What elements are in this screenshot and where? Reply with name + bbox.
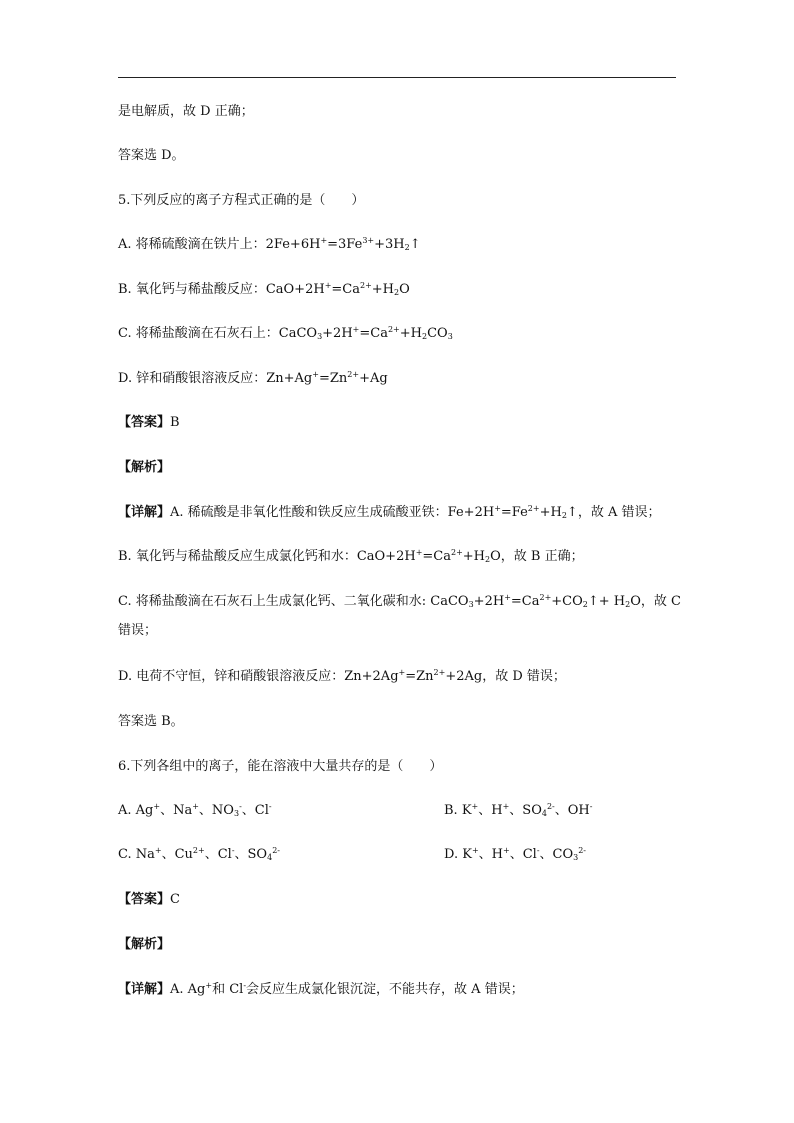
q5-option-d: D. 锌和硝酸银溶液反应：$Zn+Ag^+=Zn^{2+}+Ag$	[118, 370, 388, 386]
q5-detail-a: 【详解】A. 稀硫酸是非氧化性酸和铁反应生成硫酸亚铁：$Fe+2H^+=Fe^{2+}+H_2↑$，故 A 错误；	[118, 504, 661, 520]
q5-detail-c: C. 将稀盐酸滴在石灰石上生成氯化钙、二氧化碳和水: $CaCO_3+2H^+=Ca^{2+}+CO_2↑+ H_2O$，故 C	[118, 593, 681, 609]
q5-detail-b: B. 氧化钙与稀盐酸反应生成氯化钙和水：$CaO+2H^+=Ca^{2+}+H_2O$，故 B 正确；	[118, 548, 584, 564]
q6-analysis-heading: 【解析】	[118, 937, 171, 952]
q6-option-c: C. Na+、$Cu^{2+}$、Cl-、$SO_4^{2-}$	[118, 846, 280, 862]
q5-detail-c-continued: 错误；	[118, 623, 158, 638]
header-rule	[118, 77, 676, 78]
q5-analysis-heading: 【解析】	[118, 460, 171, 475]
question-6-stem: 6.下列各组中的离子，能在溶液中大量共存的是（ ）	[118, 759, 443, 774]
q6-answer: 【答案】C	[118, 892, 180, 907]
q5-conclusion: 答案选 B。	[118, 714, 184, 729]
q6-detail-a: 【详解】A. Ag+和 Cl-会反应生成氯化银沉淀，不能共存，故 A 错误；	[118, 981, 524, 997]
text-line: 是电解质，故 D 正确；	[118, 104, 254, 119]
q5-answer: 【答案】B	[118, 415, 180, 430]
q5-option-b: B. 氧化钙与稀盐酸反应：$CaO+2H^+=Ca^{2+}+H_2O$	[118, 281, 410, 297]
q5-detail-d: D. 电荷不守恒，锌和硝酸银溶液反应：$Zn+2Ag^+=Zn^{2+}+2Ag$，故 D 错误；	[118, 668, 566, 684]
text-line: 答案选 D。	[118, 148, 185, 163]
q5-option-a: A. 将稀硫酸滴在铁片上：$2Fe+6H^+=3Fe^{3+}+3H_2↑$	[118, 236, 421, 252]
q5-option-c: C. 将稀盐酸滴在石灰石上：$CaCO_3+2H^+=Ca^{2+}+H_2CO_3$	[118, 325, 453, 341]
q6-option-a: A. Ag+、Na+、$NO_3^-$、Cl-	[118, 802, 272, 818]
q6-option-d: D. K+、H+、Cl-、$CO_3^{2-}$	[444, 846, 587, 862]
question-5-stem: 5.下列反应的离子方程式正确的是（ ）	[118, 193, 365, 208]
q6-option-b: B. K+、H+、$SO_4^{2-}$、OH-	[444, 802, 593, 818]
